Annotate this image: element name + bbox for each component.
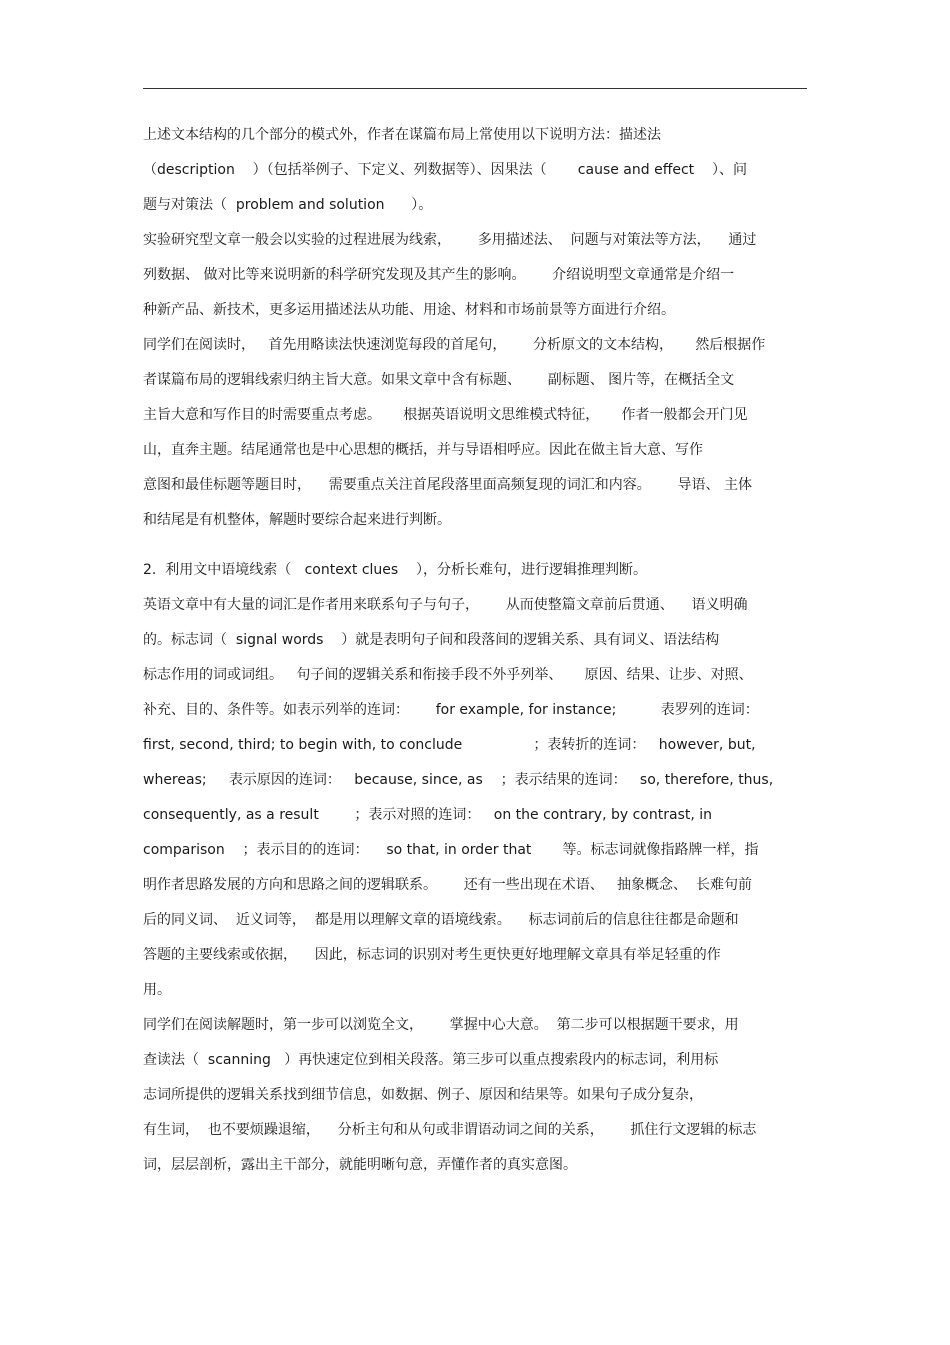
text-line: 英语文章中有大量的词汇是作者用来联系句子与句子， 从而使整篇文章前后贯通、 语义明确 <box>143 597 748 613</box>
text-line: 用。 <box>143 982 171 998</box>
text-line: 志词所提供的逻辑关系找到细节信息，如数据、例子、原因和结果等。如果句子成分复杂， <box>143 1087 703 1103</box>
text-line: 实验研究型文章一般会以实验的过程进展为线索， 多用描述法、 问题与对策法等方法， 通过 <box>143 232 757 248</box>
text-line: 题与对策法（ problem and solution ）。 <box>143 197 433 213</box>
text-line: 者谋篇布局的逻辑线索归纳主旨大意。如果文章中含有标题、 副标题、 图片等，在概括全文 <box>143 372 735 388</box>
text-line: first, second, third; to begin with, to conclude ；表转折的连词： however, but, <box>143 737 756 753</box>
text-line: 补充、目的、条件等。如表示列举的连词： for example, for instance; 表罗列的连词： <box>143 702 759 718</box>
text-line: 和结尾是有机整体，解题时要综合起来进行判断。 <box>143 512 451 528</box>
section-heading: 2. 利用文中语境线索（ context clues ），分析长难句，进行逻辑推理判断。 <box>143 562 647 578</box>
text-line: 主旨大意和写作目的时需要重点考虑。 根据英语说明文思维模式特征， 作者一般都会开门见 <box>143 407 748 423</box>
text-line: 山，直奔主题。结尾通常也是中心思想的概括，并与导语相呼应。因此在做主旨大意、写作 <box>143 442 703 458</box>
paragraph-gap <box>143 538 815 553</box>
text-line: 答题的主要线索或依据， 因此，标志词的识别对考生更快更好地理解文章具有举足轻重的作 <box>143 947 721 963</box>
text-line: 上述文本结构的几个部分的模式外，作者在谋篇布局上常使用以下说明方法：描述法 <box>143 127 661 143</box>
header-rule <box>143 88 807 89</box>
text-line: 种新产品、新技术，更多运用描述法从功能、用途、材料和市场前景等方面进行介绍。 <box>143 302 675 318</box>
text-line: 明作者思路发展的方向和思路之间的逻辑联系。 还有一些出现在术语、 抽象概念、 长难句前 <box>143 877 752 893</box>
text-line: whereas; 表示原因的连词： because, since, as ；表示结果的连词： so, therefore, thus, <box>143 772 774 788</box>
text-line: （description ）（包括举例子、下定义、列数据等）、因果法（ cause and effect ）、问 <box>143 162 747 178</box>
text-line: 同学们在阅读解题时，第一步可以浏览全文， 掌握中心大意。 第二步可以根据题干要求，用 <box>143 1017 739 1033</box>
text-line: comparison ；表示目的的连词： so that, in order that 等。标志词就像指路牌一样，指 <box>143 842 759 858</box>
text-line: 的。标志词（ signal words ）就是表明句子间和段落间的逻辑关系、具有词义、语法结构 <box>143 632 720 648</box>
text-line: 标志作用的词或词组。 句子间的逻辑关系和衔接手段不外乎列举、 原因、结果、让步、对照、 <box>143 667 753 683</box>
text-line: 意图和最佳标题等题目时， 需要重点关注首尾段落里面高频复现的词汇和内容。 导语、 主体 <box>143 477 752 493</box>
text-line: 词，层层剖析，露出主干部分，就能明晰句意，弄懂作者的真实意图。 <box>143 1157 577 1173</box>
text-line: 后的同义词、 近义词等， 都是用以理解文章的语境线索。 标志词前后的信息往往都是命题和 <box>143 912 739 928</box>
text-line: 列数据、 做对比等来说明新的科学研究发现及其产生的影响。 介绍说明型文章通常是介绍一 <box>143 267 735 283</box>
text-line: 有生词， 也不要烦躁退缩， 分析主句和从句或非谓语动词之间的关系， 抓住行文逻辑的标志 <box>143 1122 757 1138</box>
text-line: consequently, as a result ；表示对照的连词： on the contrary, by contrast, in <box>143 807 713 823</box>
document-body <box>143 118 815 1183</box>
text-line: 查读法（ scanning ）再快速定位到相关段落。第三步可以重点搜索段内的标志词，利用标 <box>143 1052 719 1068</box>
text-line: 同学们在阅读时， 首先用略读法快速浏览每段的首尾句， 分析原文的文本结构， 然后根据作 <box>143 337 766 353</box>
